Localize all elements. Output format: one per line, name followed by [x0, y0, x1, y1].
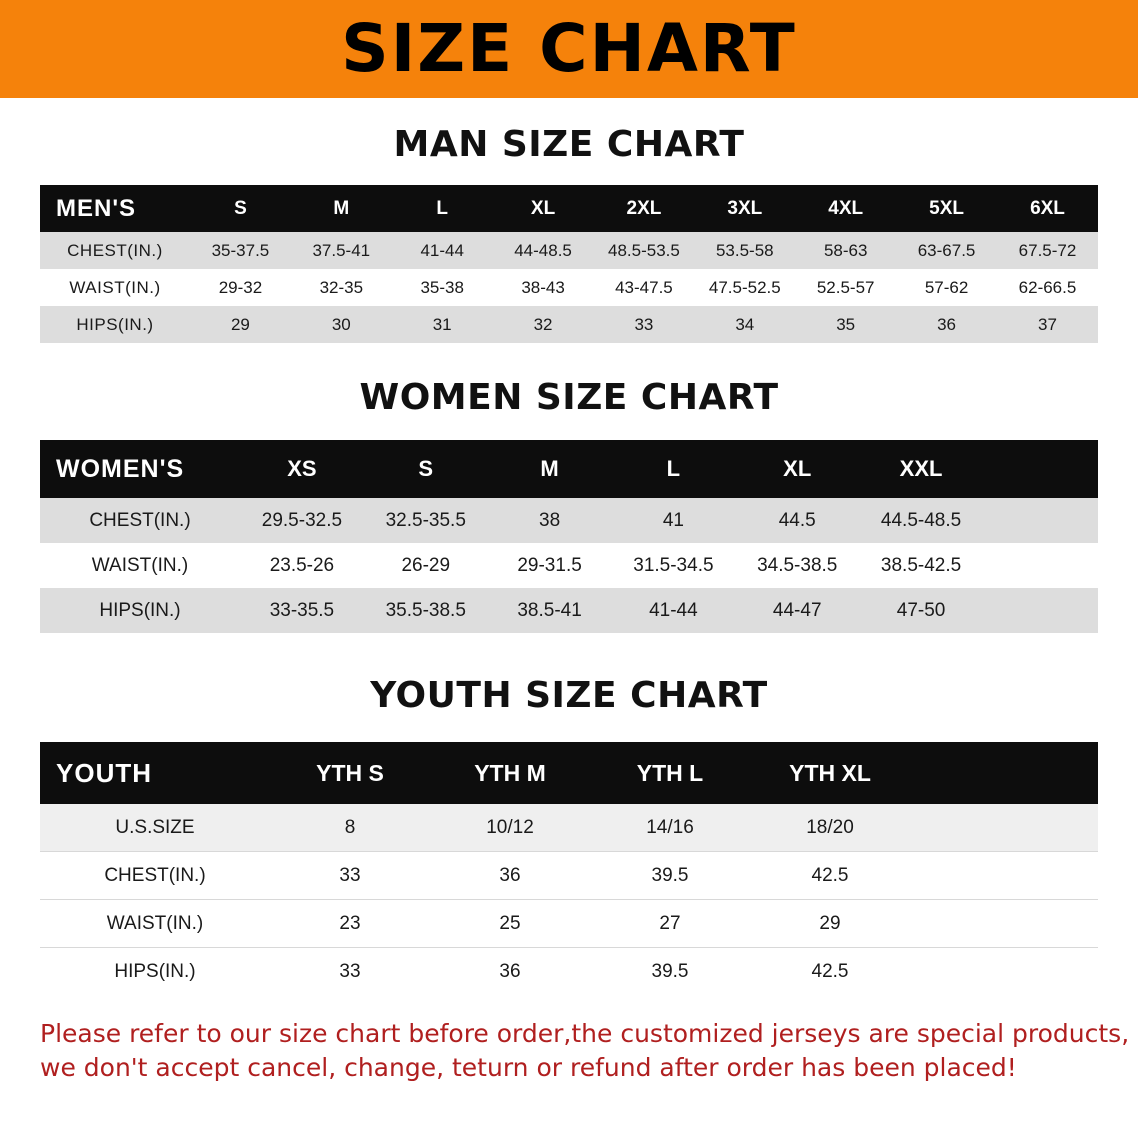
- men-cell: 67.5-72: [997, 232, 1098, 269]
- women-col-header: XXL: [899, 456, 943, 481]
- men-cell: 30: [291, 306, 392, 343]
- youth-table-wrapper: [0, 742, 1138, 995]
- women-col-header: L: [666, 456, 681, 481]
- youth-size-table: [40, 742, 1098, 995]
- men-row-label: HIPS(IN.): [40, 306, 190, 343]
- women-col-header: S: [418, 456, 434, 481]
- table-row: [40, 852, 1098, 900]
- men-cell: 53.5-58: [694, 232, 795, 269]
- men-cell: 58-63: [795, 232, 896, 269]
- youth-cell: 39.5: [590, 948, 750, 996]
- youth-row-label: WAIST(IN.): [40, 900, 270, 948]
- youth-row-label: CHEST(IN.): [40, 852, 270, 900]
- table-row: [40, 269, 1098, 306]
- table-row: [40, 900, 1098, 948]
- women-cell: 29-31.5: [488, 543, 612, 588]
- women-cell: 41: [611, 498, 735, 543]
- banner: [0, 0, 1138, 98]
- women-col-header: XL: [783, 456, 812, 481]
- youth-cell: 33: [270, 852, 430, 900]
- men-cell: 44-48.5: [493, 232, 594, 269]
- women-spacer-cell: [983, 543, 1098, 588]
- youth-row-label: U.S.SIZE: [40, 804, 270, 852]
- youth-table-head: [40, 742, 1098, 804]
- women-header-row: [40, 440, 1098, 498]
- table-row: [40, 306, 1098, 343]
- women-cell: 35.5-38.5: [364, 588, 488, 633]
- table-row: [40, 498, 1098, 543]
- youth-cell: 23: [270, 900, 430, 948]
- disclaimer-note: [0, 1017, 1138, 1085]
- youth-cell: 33: [270, 948, 430, 996]
- women-col-header: M: [540, 456, 559, 481]
- men-col-header: M: [333, 197, 350, 219]
- youth-row-label: HIPS(IN.): [40, 948, 270, 996]
- banner-title: SIZE CHART: [341, 10, 797, 87]
- youth-cell: 29: [750, 900, 910, 948]
- table-row: [40, 232, 1098, 269]
- women-cell: 47-50: [859, 588, 983, 633]
- men-col-header: S: [234, 197, 247, 219]
- men-cell: 63-67.5: [896, 232, 997, 269]
- youth-corner-label: YOUTH: [56, 757, 152, 788]
- men-cell: 41-44: [392, 232, 493, 269]
- youth-cell: 25: [430, 900, 590, 948]
- youth-cell: 8: [270, 804, 430, 852]
- man-table-wrapper: [0, 185, 1138, 343]
- men-table-body: [40, 232, 1098, 343]
- men-cell: 35-38: [392, 269, 493, 306]
- women-cell: 44-47: [735, 588, 859, 633]
- women-row-label: HIPS(IN.): [40, 588, 240, 633]
- men-cell: 31: [392, 306, 493, 343]
- man-section-heading: MAN SIZE CHART: [393, 124, 745, 165]
- table-row: [40, 543, 1098, 588]
- women-row-label: CHEST(IN.): [40, 498, 240, 543]
- youth-cell: 36: [430, 852, 590, 900]
- youth-cell: 27: [590, 900, 750, 948]
- youth-spacer-cell: [910, 948, 1098, 996]
- men-cell: 29: [190, 306, 291, 343]
- men-cell: 35: [795, 306, 896, 343]
- women-cell: 26-29: [364, 543, 488, 588]
- men-cell: 43-47.5: [594, 269, 695, 306]
- men-cell: 35-37.5: [190, 232, 291, 269]
- men-size-table: [40, 185, 1098, 343]
- men-col-header: XL: [530, 197, 556, 219]
- men-cell: 32-35: [291, 269, 392, 306]
- men-cell: 57-62: [896, 269, 997, 306]
- men-col-header: L: [436, 197, 448, 219]
- women-spacer-header: [983, 440, 1098, 498]
- women-cell: 33-35.5: [240, 588, 364, 633]
- women-spacer-cell: [983, 498, 1098, 543]
- men-cell: 36: [896, 306, 997, 343]
- men-cell: 47.5-52.5: [694, 269, 795, 306]
- women-cell: 31.5-34.5: [611, 543, 735, 588]
- women-corner-label: WOMEN'S: [56, 454, 185, 483]
- disclaimer-line-1: Please refer to our size chart before order,the customized jerseys are special products,: [40, 1019, 1130, 1048]
- women-cell: 38.5-41: [488, 588, 612, 633]
- women-row-label: WAIST(IN.): [40, 543, 240, 588]
- youth-cell: 42.5: [750, 948, 910, 996]
- table-row: [40, 588, 1098, 633]
- women-cell: 44.5: [735, 498, 859, 543]
- men-col-header: 2XL: [626, 197, 662, 219]
- youth-spacer-cell: [910, 852, 1098, 900]
- men-corner-label: MEN'S: [56, 194, 137, 222]
- men-cell: 33: [594, 306, 695, 343]
- youth-section-heading: YOUTH SIZE CHART: [370, 675, 768, 716]
- men-col-header: 5XL: [929, 197, 964, 219]
- men-cell: 37: [997, 306, 1098, 343]
- table-row: [40, 804, 1098, 852]
- women-cell: 38: [488, 498, 612, 543]
- table-row: [40, 948, 1098, 996]
- youth-spacer-header: [910, 742, 1098, 804]
- men-cell: 32: [493, 306, 594, 343]
- women-table-wrapper: [0, 440, 1138, 633]
- youth-col-header: YTH M: [474, 759, 546, 786]
- women-cell: 29.5-32.5: [240, 498, 364, 543]
- youth-cell: 10/12: [430, 804, 590, 852]
- youth-cell: 36: [430, 948, 590, 996]
- men-cell: 29-32: [190, 269, 291, 306]
- men-cell: 38-43: [493, 269, 594, 306]
- men-table-head: [40, 185, 1098, 232]
- youth-header-row: [40, 742, 1098, 804]
- youth-col-header: YTH S: [316, 759, 384, 786]
- men-header-row: [40, 185, 1098, 232]
- women-section-heading: WOMEN SIZE CHART: [359, 377, 779, 418]
- men-col-header: 6XL: [1030, 197, 1065, 219]
- youth-cell: 14/16: [590, 804, 750, 852]
- youth-spacer-cell: [910, 900, 1098, 948]
- women-spacer-cell: [983, 588, 1098, 633]
- men-col-header: 3XL: [727, 197, 763, 219]
- women-table-head: [40, 440, 1098, 498]
- youth-cell: 42.5: [750, 852, 910, 900]
- men-row-label: CHEST(IN.): [40, 232, 190, 269]
- men-col-header: 4XL: [828, 197, 864, 219]
- women-cell: 41-44: [611, 588, 735, 633]
- men-cell: 62-66.5: [997, 269, 1098, 306]
- youth-table-body: [40, 804, 1098, 995]
- men-cell: 37.5-41: [291, 232, 392, 269]
- youth-cell: 39.5: [590, 852, 750, 900]
- men-row-label: WAIST(IN.): [40, 269, 190, 306]
- women-cell: 32.5-35.5: [364, 498, 488, 543]
- women-col-header: XS: [287, 456, 317, 481]
- youth-spacer-cell: [910, 804, 1098, 852]
- women-cell: 38.5-42.5: [859, 543, 983, 588]
- men-cell: 52.5-57: [795, 269, 896, 306]
- disclaimer-line-2: we don't accept cancel, change, teturn or refund after order has been placed!: [40, 1052, 1017, 1082]
- women-size-table: [40, 440, 1098, 633]
- men-cell: 48.5-53.5: [594, 232, 695, 269]
- men-cell: 34: [694, 306, 795, 343]
- youth-cell: 18/20: [750, 804, 910, 852]
- youth-col-header: YTH XL: [789, 759, 871, 786]
- youth-col-header: YTH L: [636, 759, 704, 786]
- women-cell: 44.5-48.5: [859, 498, 983, 543]
- women-table-body: [40, 498, 1098, 633]
- women-cell: 23.5-26: [240, 543, 364, 588]
- women-cell: 34.5-38.5: [735, 543, 859, 588]
